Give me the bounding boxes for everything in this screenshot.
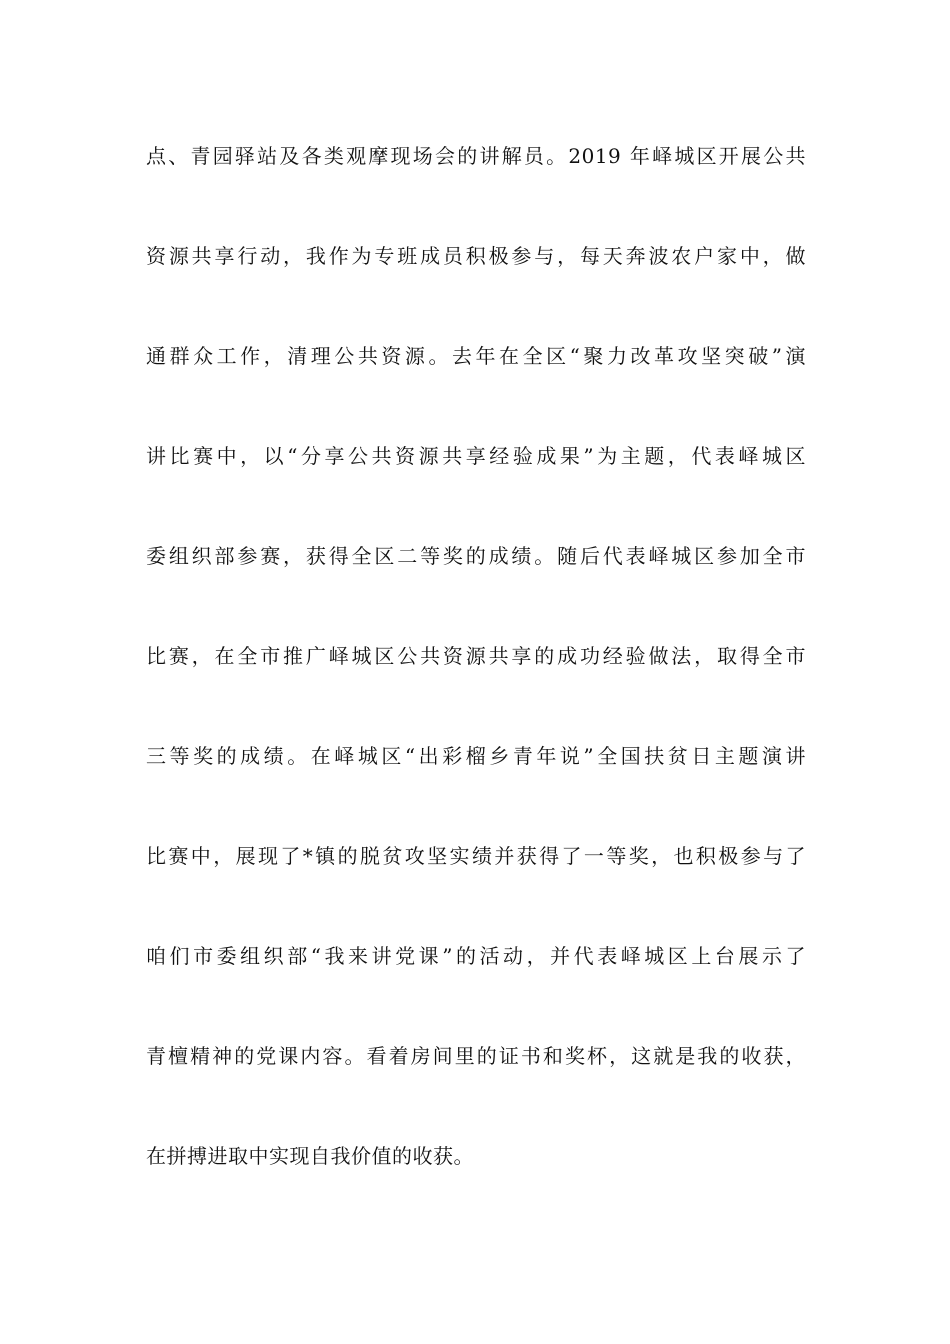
text-line: 在拼搏进取中实现自我价值的收获。: [146, 1144, 474, 1168]
text-line: 青檀精神的党课内容。看着房间里的证书和奖杯，这就是我的收获，: [146, 1044, 806, 1068]
text-line: 三等奖的成绩。在峄城区“出彩榴乡青年说”全国扶贫日主题演讲: [146, 744, 806, 768]
text-line: 通群众工作，清理公共资源。去年在全区“聚力改革攻坚突破”演: [146, 344, 806, 368]
text-line: 资源共享行动，我作为专班成员积极参与，每天奔波农户家中，做: [146, 244, 806, 268]
text-line: 咱们市委组织部“我来讲党课”的活动，并代表峄城区上台展示了: [146, 944, 806, 968]
text-line: 比赛，在全市推广峄城区公共资源共享的成功经验做法，取得全市: [146, 644, 806, 668]
text-line: 委组织部参赛，获得全区二等奖的成绩。随后代表峄城区参加全市: [146, 544, 806, 568]
text-line: 比赛中，展现了*镇的脱贫攻坚实绩并获得了一等奖，也积极参与了: [146, 844, 806, 868]
text-line: 讲比赛中，以“分享公共资源共享经验成果”为主题，代表峄城区: [146, 444, 806, 468]
body-paragraph: [146, 136, 806, 1236]
text-line: 点、青园驿站及各类观摩现场会的讲解员。2019 年峄城区开展公共: [146, 144, 806, 168]
